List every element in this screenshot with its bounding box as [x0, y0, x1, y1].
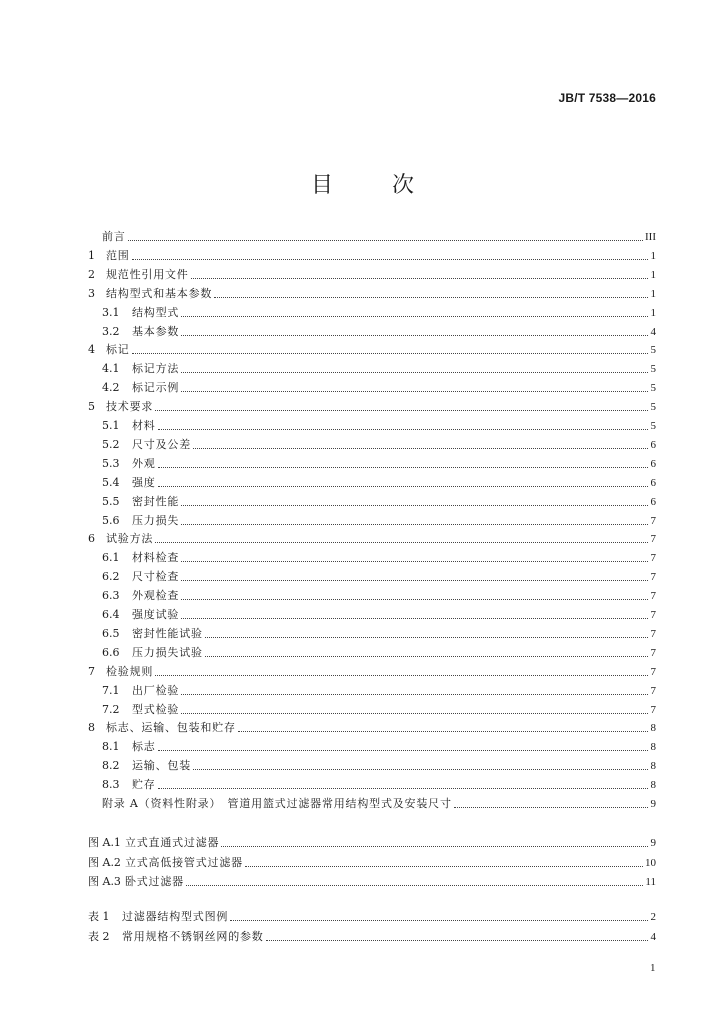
toc-entry-page: 7: [650, 609, 656, 621]
dot-leader: [238, 730, 648, 732]
toc-entry-page: III: [645, 231, 656, 243]
figure-entry-number: 图 A.2: [88, 855, 121, 869]
figure-entry-page: 10: [645, 856, 656, 869]
toc-entry-number: 5.6: [102, 513, 120, 527]
page-number: 1: [650, 962, 656, 974]
figure-entry-page: 11: [645, 876, 656, 888]
toc-entry-number: 8.3: [102, 778, 120, 792]
toc-entry-number: 5.2: [102, 437, 120, 451]
toc-entry[interactable]: [102, 606, 656, 622]
toc-entry[interactable]: [102, 436, 656, 452]
toc-entry-page: 7: [650, 703, 656, 716]
dot-leader: [128, 239, 643, 241]
toc-entry[interactable]: [102, 304, 656, 320]
toc-entry-title: 尺寸及公差: [132, 437, 191, 451]
toc-entry-page: 6: [650, 438, 656, 451]
toc-entry-page: 7: [650, 590, 656, 603]
dot-leader: [205, 655, 648, 657]
dot-leader: [158, 787, 648, 789]
toc-entry[interactable]: [88, 530, 656, 546]
toc-entry-number: 6.3: [102, 589, 120, 603]
toc-entry-title: 尺寸检查: [132, 570, 180, 584]
toc-entry-number: 5.1: [102, 419, 120, 432]
dot-leader: [181, 523, 648, 525]
table-entry-title: 过滤器结构型式图例: [122, 910, 229, 923]
toc-entry[interactable]: [102, 682, 656, 698]
dot-leader: [158, 428, 648, 430]
toc-entry-title: 技术要求: [106, 400, 154, 414]
toc-entry[interactable]: [102, 379, 656, 395]
toc-entry-title: 强度: [132, 475, 156, 489]
figure-entry-title: 立式直通式过滤器: [124, 836, 220, 849]
toc-entry-number: 8.2: [102, 759, 120, 773]
toc-title: 目 次: [311, 173, 440, 198]
dot-leader: [132, 352, 648, 354]
toc-entry-page: 7: [650, 646, 656, 659]
toc-entry[interactable]: [88, 341, 656, 357]
dot-leader: [186, 884, 643, 886]
toc-entry[interactable]: [102, 455, 656, 471]
toc-entry-page: 4: [650, 325, 656, 338]
toc-entry-number: 3.1: [102, 305, 120, 319]
toc-entry-number: 6: [88, 532, 95, 546]
toc-entry[interactable]: [102, 587, 656, 603]
toc-entry-page: 8: [650, 760, 656, 773]
figure-entry[interactable]: [88, 834, 656, 850]
toc-entry[interactable]: [88, 795, 656, 811]
toc-entry[interactable]: [102, 549, 656, 565]
toc-entry-number: 5: [88, 400, 95, 414]
figure-entry[interactable]: [88, 854, 656, 870]
dot-leader: [181, 504, 648, 506]
toc-entry[interactable]: [88, 719, 656, 735]
toc-entry-number: 6.6: [102, 645, 120, 659]
dot-leader: [205, 636, 648, 638]
toc-entry-page: 8: [650, 741, 656, 754]
toc-entry-page: 7: [650, 627, 656, 640]
toc-entry-title: 附录 A（资料性附录） 管道用篮式过滤器常用结构型式及安装尺寸: [102, 797, 452, 810]
figure-entry-title: 立式高低接管式过滤器: [124, 855, 243, 869]
toc-entry-title: 结构型式和基本参数: [106, 286, 213, 300]
toc-entry-title: 材料检查: [132, 551, 180, 565]
toc-entry-page: 8: [650, 722, 656, 735]
toc-entry-page: 9: [650, 798, 656, 810]
toc-entry-page: 6: [650, 476, 656, 489]
toc-entry-title: 压力损失: [132, 513, 180, 527]
toc-entry-number: 7.1: [102, 683, 120, 697]
toc-entry[interactable]: [102, 512, 656, 528]
toc-entry-page: 5: [650, 344, 656, 357]
standard-code: JB/T 7538—2016: [558, 91, 656, 105]
table-entry-page: 4: [650, 930, 656, 943]
toc-entry-number: 5.4: [102, 475, 120, 489]
dot-leader: [266, 939, 648, 941]
toc-entry-number: 1: [88, 248, 95, 262]
toc-entry-number: 2: [88, 267, 95, 281]
toc-entry-number: 4: [88, 343, 95, 357]
toc-entry-title: 型式检验: [132, 702, 180, 716]
dot-leader: [181, 693, 648, 695]
toc-entry[interactable]: [102, 738, 656, 754]
table-entry[interactable]: [88, 908, 656, 924]
toc-entry[interactable]: [88, 247, 656, 263]
toc-entry-title: 材料: [132, 419, 156, 432]
toc-entry-page: 7: [650, 552, 656, 565]
toc-entry-title: 强度试验: [132, 608, 180, 621]
toc-entry-page: 1: [650, 287, 656, 300]
toc-entry-title: 基本参数: [132, 324, 180, 338]
dot-leader: [181, 712, 648, 714]
dot-leader: [454, 806, 648, 808]
table-entry-number: 表 2: [88, 929, 110, 943]
toc-entry-number: 3.2: [102, 324, 120, 338]
toc-entry-number: 5.3: [102, 456, 120, 470]
dot-leader: [181, 560, 648, 562]
dot-leader: [158, 466, 648, 468]
dot-leader: [191, 277, 648, 279]
toc-entry[interactable]: [102, 776, 656, 792]
toc-entry-title: 标志、运输、包装和贮存: [106, 721, 236, 735]
dot-leader: [155, 409, 648, 411]
figure-entry-page: 9: [650, 837, 656, 849]
toc-entry-number: 6.4: [102, 608, 120, 621]
dot-leader: [230, 919, 648, 921]
toc-entry[interactable]: [102, 474, 656, 490]
dot-leader: [181, 334, 648, 336]
toc-entry-number: 7: [88, 664, 95, 678]
toc-entry-page: 5: [650, 363, 656, 376]
dot-leader: [158, 485, 648, 487]
dot-leader: [181, 598, 648, 600]
toc-entry-number: 8.1: [102, 740, 120, 754]
toc-entry-title: 出厂检验: [132, 683, 180, 697]
dot-leader: [132, 258, 648, 260]
toc-entry[interactable]: [102, 493, 656, 509]
toc-entry[interactable]: [88, 663, 656, 679]
toc-entry[interactable]: [88, 398, 656, 414]
toc-entry-title: 密封性能试验: [132, 626, 203, 640]
dot-leader: [155, 541, 648, 543]
toc-entry-title: 标记方法: [132, 362, 180, 376]
toc-entry-number: 6.5: [102, 626, 120, 640]
table-entry-page: 2: [650, 911, 656, 923]
toc-entry-title: 密封性能: [132, 494, 180, 508]
toc-entry-title: 规范性引用文件: [106, 267, 189, 281]
toc-entry-page: 7: [650, 514, 656, 527]
toc-entry[interactable]: [102, 360, 656, 376]
figure-entry-title: 卧式过滤器: [124, 875, 184, 888]
toc-entry-title: 标记: [106, 343, 130, 357]
toc-entry-page: 1: [650, 306, 656, 319]
dot-leader: [181, 315, 648, 317]
dot-leader: [214, 296, 648, 298]
toc-entry[interactable]: [102, 323, 656, 339]
toc-entry-number: 3: [88, 286, 95, 300]
toc-entry-title: 外观检查: [132, 589, 180, 603]
dot-leader: [193, 447, 648, 449]
toc-entry[interactable]: [102, 701, 656, 717]
toc-entry-number: 4.1: [102, 362, 120, 376]
toc-entry-page: 7: [650, 533, 656, 546]
toc-entry-title: 贮存: [132, 778, 156, 792]
toc-entry-page: 7: [650, 684, 656, 697]
toc-entry-title: 范围: [106, 248, 130, 262]
toc-entry-page: 6: [650, 457, 656, 470]
toc-entry-title: 外观: [132, 456, 156, 470]
toc-entry[interactable]: [88, 266, 656, 282]
dot-leader: [193, 768, 648, 770]
table-entry-title: 常用规格不锈钢丝网的参数: [122, 929, 264, 943]
toc-entry-page: 1: [650, 268, 656, 281]
toc-entry-page: 5: [650, 420, 656, 432]
dot-leader: [181, 371, 648, 373]
toc-entry-number: 6.2: [102, 570, 120, 584]
table-entry[interactable]: [88, 928, 656, 944]
toc-entry-page: 7: [650, 665, 656, 678]
dot-leader: [181, 617, 648, 619]
dot-leader: [181, 579, 648, 581]
toc-entry-title: 压力损失试验: [132, 645, 203, 659]
dot-leader: [155, 674, 648, 676]
toc-entry-page: 7: [650, 571, 656, 584]
toc-entry[interactable]: [88, 285, 656, 301]
toc-entry[interactable]: [102, 625, 656, 641]
figure-entry[interactable]: [88, 873, 656, 889]
toc-entry-page: 6: [650, 495, 656, 508]
dot-leader: [158, 749, 648, 751]
toc-entry-page: 8: [650, 779, 656, 792]
toc-entry-title: 运输、包装: [132, 759, 191, 773]
dot-leader: [245, 865, 643, 867]
toc-entry-page: 1: [650, 249, 656, 262]
toc-entry-page: 5: [650, 401, 656, 414]
toc-entry[interactable]: [88, 228, 656, 244]
toc-entry-number: 8: [88, 721, 95, 735]
toc-entry-number: 7.2: [102, 702, 120, 716]
toc-entry-page: 5: [650, 382, 656, 395]
toc-entry[interactable]: [102, 757, 656, 773]
toc-entry-number: 6.1: [102, 551, 120, 565]
figure-entry-number: 图 A.1: [88, 836, 121, 849]
toc-entry-title: 标志: [132, 740, 156, 754]
dot-leader: [181, 390, 648, 392]
toc-entry-title: 试验方法: [106, 532, 154, 546]
figure-entry-number: 图 A.3: [88, 875, 121, 888]
toc-entry-title: 前言: [102, 230, 126, 243]
toc-entry-title: 检验规则: [106, 664, 154, 678]
table-entry-number: 表 1: [88, 910, 110, 923]
toc-entry-title: 标记示例: [132, 381, 180, 395]
toc-entry-number: 5.5: [102, 494, 120, 508]
toc-entry[interactable]: [102, 417, 656, 433]
toc-entry[interactable]: [102, 568, 656, 584]
toc-entry-title: 结构型式: [132, 305, 180, 319]
toc-entry-number: 4.2: [102, 381, 120, 395]
dot-leader: [221, 845, 648, 847]
toc-entry[interactable]: [102, 644, 656, 660]
